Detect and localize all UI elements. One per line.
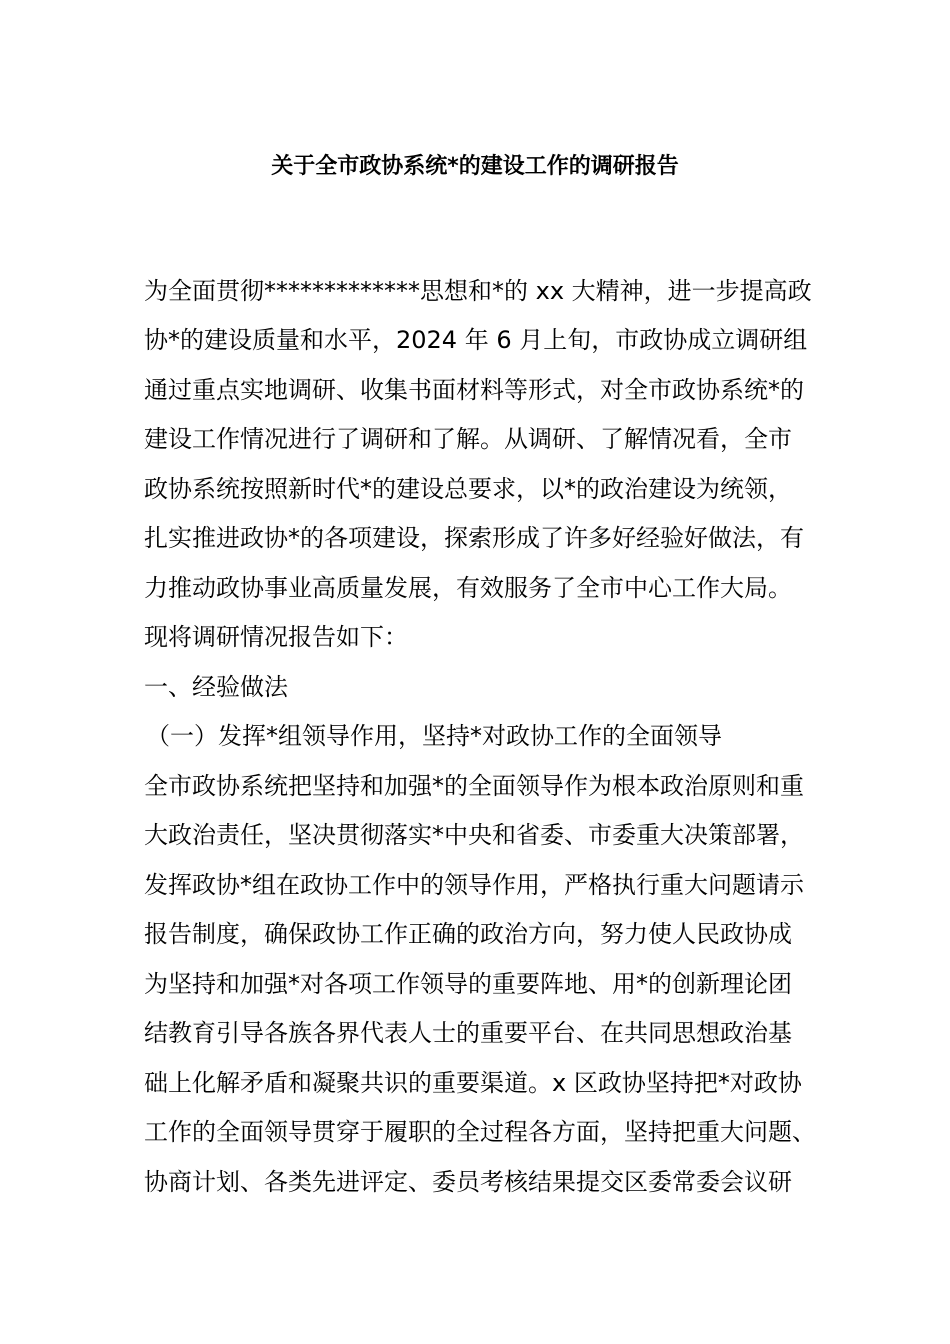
paragraph-line: 协商计划、各类先进评定、委员考核结果提交区委常委会议研 [144, 1168, 792, 1196]
paragraph-line: 力推动政协事业高质量发展，有效服务了全市中心工作大局。 [144, 574, 792, 602]
paragraph-line: 现将调研情况报告如下： [144, 623, 408, 651]
paragraph-line: 建设工作情况进行了调研和了解。从调研、了解情况看，全市 [144, 425, 792, 453]
document-title: 关于全市政协系统*的建设工作的调研报告 [271, 154, 679, 179]
paragraph-line: 全市政协系统把坚持和加强*的全面领导作为根本政治原则和重 [144, 772, 804, 800]
paragraph-line: 政协系统按照新时代*的建设总要求，以*的政治建设为统领， [144, 475, 792, 503]
subsection-heading: （一）发挥*组领导作用，坚持*对政协工作的全面领导 [146, 722, 722, 750]
paragraph-line: 扎实推进政协*的各项建设，探索形成了许多好经验好做法，有 [144, 524, 804, 552]
paragraph-line: 工作的全面领导贯穿于履职的全过程各方面，坚持把重大问题、 [144, 1118, 816, 1146]
paragraph-line: 协*的建设质量和水平，2024 年 6 月上旬，市政协成立调研组 [144, 326, 808, 354]
paragraph-line: 础上化解矛盾和凝聚共识的重要渠道。x 区政协坚持把*对政协 [144, 1069, 802, 1097]
paragraph-line: 发挥政协*组在政协工作中的领导作用，严格执行重大问题请示 [144, 871, 804, 899]
paragraph-line: 为全面贯彻*************思想和*的 xx 大精神，进一步提高政 [144, 277, 812, 305]
paragraph-line: 报告制度，确保政协工作正确的政治方向，努力使人民政协成 [144, 920, 792, 948]
paragraph-line: 大政治责任，坚决贯彻落实*中央和省委、市委重大决策部署， [144, 821, 804, 849]
paragraph-line: 结教育引导各族各界代表人士的重要平台、在共同思想政治基 [144, 1019, 792, 1047]
paragraph-line: 为坚持和加强*对各项工作领导的重要阵地、用*的创新理论团 [144, 970, 792, 998]
paragraph-line: 通过重点实地调研、收集书面材料等形式，对全市政协系统*的 [144, 376, 804, 404]
section-heading: 一、经验做法 [144, 673, 288, 701]
